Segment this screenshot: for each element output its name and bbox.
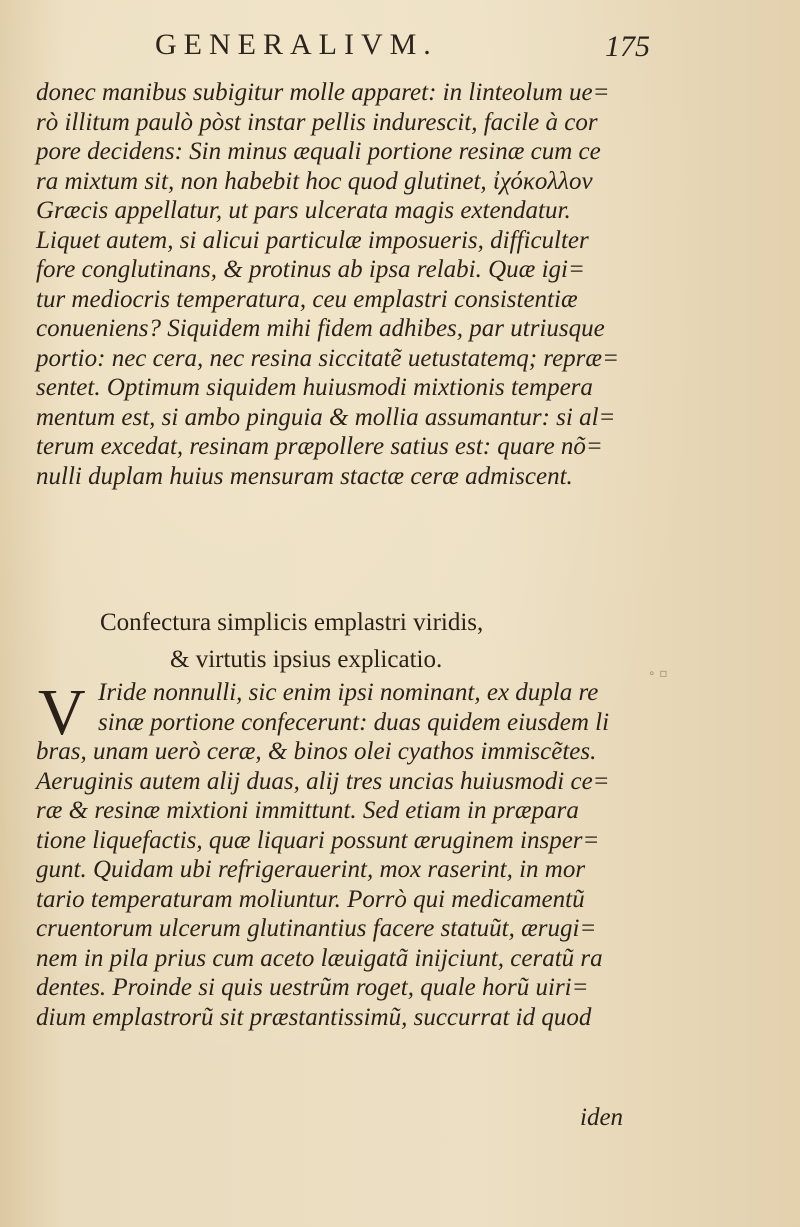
text-line: portio: nec cera, nec resina siccitatẽ uetustatemq; repræ= — [36, 344, 619, 372]
text-line: dium emplastrorũ sit præstantissimũ, succurrat id quod — [36, 1003, 592, 1031]
text-line: ræ & resinæ mixtioni immittunt. Sed etiam in præpara — [36, 797, 579, 824]
section-heading-line-1: Confectura simplicis emplastri viridis, — [100, 609, 484, 636]
text-line: dentes. Proinde si quis uestrũm roget, quale horũ uiri= — [36, 974, 589, 1001]
text-line: fore conglutinans, & protinus ab ipsa relabi. Quæ igi= — [36, 256, 585, 283]
text-line: gunt. Quidam ubi refrigerauerint, mox raserint, in mor — [36, 856, 586, 883]
text-line: Græcis appellatur, ut pars ulcerata magis extendatur. — [36, 197, 571, 224]
paragraph-1 — [36, 78, 636, 491]
text-line: cruentorum ulcerum glutinantius facere statuũt, ærugi= — [36, 915, 597, 942]
text-line: tione liquefactis, quæ liquari possunt æruginem insper= — [36, 826, 600, 854]
text-line: Iride nonnulli, sic enim ipsi nominant, ex dupla re — [98, 679, 599, 706]
drop-cap: V — [38, 676, 86, 749]
text-line: bras, unam uerò ceræ, & binos olei cyathos immiscẽtes. — [36, 738, 597, 765]
text-line: Liquet autem, si alicui particulæ imposueris, difficulter — [36, 226, 589, 254]
text-line: nulli duplam huius mensuram stactæ ceræ admiscent. — [36, 462, 573, 490]
text-line: sentet. Optimum siquidem huiusmodi mixtionis tempera — [36, 374, 593, 401]
section-heading-line-2: & virtutis ipsius explicatio. — [170, 646, 443, 673]
text-line: ra mixtum sit, non habebit hoc quod glutinet, ἰχόκολλον — [36, 167, 593, 195]
text-line: sinæ portione confecerunt: duas quidem eiusdem li — [98, 708, 610, 736]
text-line: conueniens? Siquidem mihi fidem adhibes, par utriusque — [36, 315, 605, 342]
text-line: rò illitum paulò pòst instar pellis indurescit, facile à cor — [36, 108, 598, 136]
text-line: tur mediocris temperatura, ceu emplastri consistentiæ — [36, 285, 578, 313]
section-heading — [60, 604, 620, 678]
catchword: iden — [580, 1104, 624, 1131]
paragraph-2 — [36, 678, 636, 1032]
text-line: Aeruginis autem alij duas, alij tres uncias huiusmodi ce= — [36, 767, 610, 795]
text-line: donec manibus subigitur molle apparet: in linteolum ue= — [36, 79, 610, 106]
page-number: 175 — [605, 30, 650, 63]
text-line: pore decidens: Sin minus æquali portione resinæ cum ce — [36, 138, 601, 165]
text-line: terum excedat, resinam præpollere satius est: quare nõ= — [36, 433, 603, 460]
text-line: tario temperaturam moliuntur. Porrò qui medicamentũ — [36, 885, 585, 913]
running-head — [0, 28, 800, 68]
text-line: mentum est, si ambo pinguia & mollia assumantur: si al= — [36, 403, 616, 431]
ornament-mark: ∘ ▫ — [648, 666, 668, 680]
text-line: nem in pila prius cum aceto læuigatã inijciunt, ceratũ ra — [36, 944, 603, 972]
running-title: GENERALIVM. — [155, 28, 438, 61]
